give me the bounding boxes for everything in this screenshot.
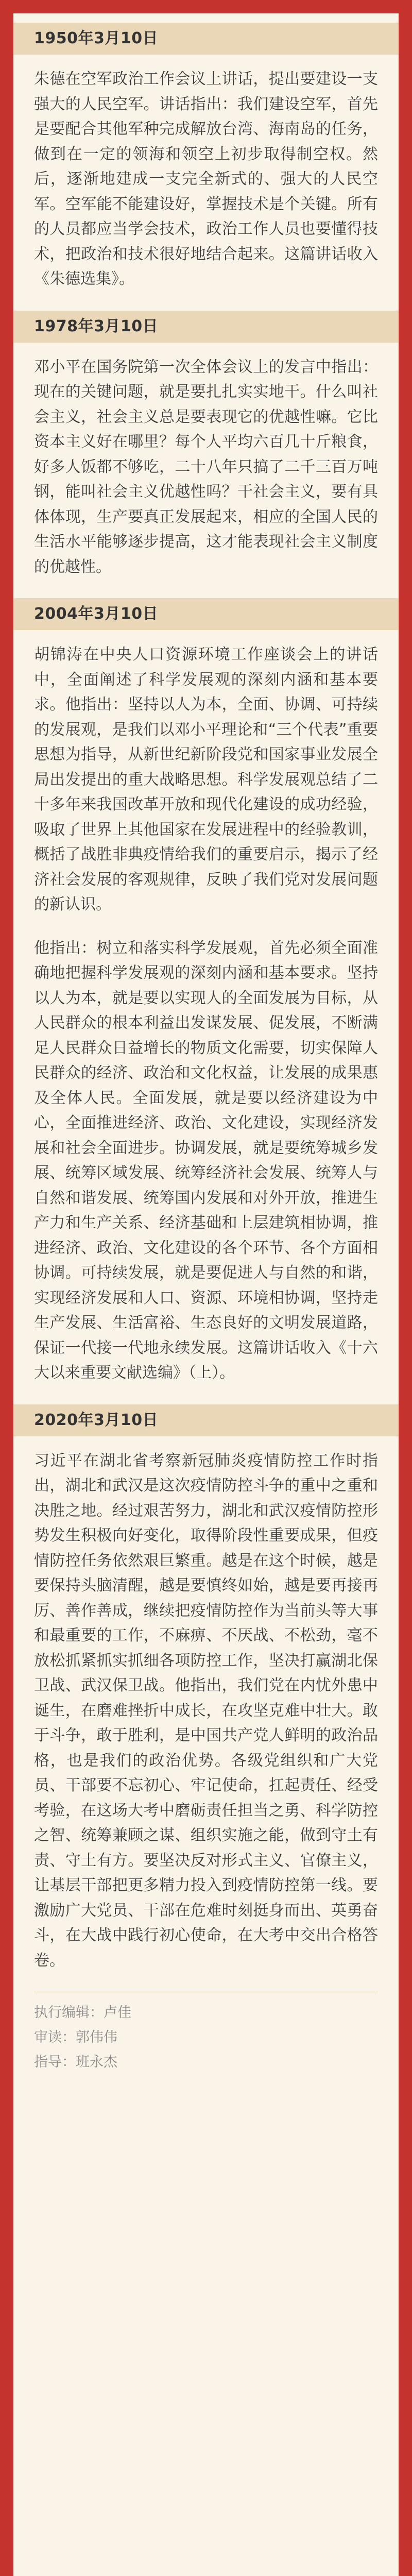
date-heading: 1950年3月10日 [13,23,399,55]
credits-block [34,1992,378,2075]
paragraph: 习近平在湖北省考察新冠肺炎疫情防控工作时指出，湖北和武汉是这次疫情防控斗争的重中之重和决胜之地。经过艰苦努力，湖北和武汉疫情防控形势发生积极向好变化，取得阶段性重要成果，但疫情防控任务依然艰巨繁重。越是在这个时候，越是要保持头脑清醒，越是要慎终如始，越是要再接再厉、善作善成，继续把疫情防控作为当前头等大事和最重要的工作，不麻痹、不厌战、不松劲，毫不放松抓紧抓实抓细各项防控工作，坚决打赢湖北保卫战、武汉保卫战。他指出，我们党在内忧外患中诞生，在磨难挫折中成长，在攻坚克难中壮大。敢于斗争，敢于胜利，是中国共产党人鲜明的政治品格，也是我们的政治优势。各级党组织和广大党员、干部要不忘初心、牢记使命，扛起责任、经受考验，在这场大考中磨砺责任担当之勇、科学防控之智、统筹兼顾之谋、组织实施之能，做到守土有责、守土有方。要坚决反对形式主义、官僚主义，让基层干部把更多精力投入到疫情防控第一线。要激励广大党员、干部在危难时刻挺身而出、英勇奋斗，在大战中践行初心使命，在大考中交出合格答卷。 [34,1451,378,1970]
section-1950 [34,23,378,292]
credit-value: 郭伟伟 [76,2029,117,2045]
top-frame [0,0,412,13]
date-heading: 2004年3月10日 [13,598,399,630]
credit-value: 卢佳 [104,2005,131,2021]
date-heading: 1978年3月10日 [13,311,399,343]
credit-label: 指导： [34,2054,76,2070]
credit-advisor [34,2050,378,2075]
paragraph: 邓小平在国务院第一次全体会议上的发言中指出：现在的关键问题，就是要扎扎实实地干。什么叫社会主义，社会主义总是要表现它的优越性嘛。它比资本主义好在哪里？每个人平均六百几十斤粮食，好多人饭都不够吃，二十八年只搞了二千三百万吨钢，能叫社会主义优越性吗？干社会主义，要有具体体现，生产要真正发展起来，相应的全国人民的生活水平能够逐步提高，这才能表现社会主义制度的优越性。 [34,358,378,576]
paragraph: 他指出：树立和落实科学发展观，首先必须全面准确地把握科学发展观的深刻内涵和基本要求。坚持以人为本，就是要以实现人的全面发展为目标，从人民群众的根本利益出发谋发展、促发展，不断满足人民群众日益增长的物质文化需要，切实保障人民群众的经济、政治和文化权益，让发展的成果惠及全体人民。全面发展，就是要以经济建设为中心，全面推进经济、政治、文化建设，实现经济发展和社会全面进步。协调发展，就是要统筹城乡发展、统筹区域发展、统筹经济社会发展、统筹人与自然和谐发展、统筹国内发展和对外开放，推进生产力和生产关系、经济基础和上层建筑相协调，推进经济、政治、文化建设的各个环节、各个方面相协调。可持续发展，就是要促进人与自然的和谐，实现经济发展和人口、资源、环境相协调，坚持走生产发展、生活富裕、生态良好的文明发展道路，保证一代接一代地永续发展。这篇讲话收入《十六大以来重要文献选编》（上）。 [34,939,378,1382]
paragraph: 胡锦涛在中央人口资源环境工作座谈会上的讲话中，全面阐述了科学发展观的深刻内涵和基本要求。他指出：坚持以人为本，全面、协调、可持续的发展观，是我们以邓小平理论和“三个代表”重要思想为指导，从新世纪新阶段党和国家事业发展全局出发提出的重大战略思想。科学发展观总结了二十多年来我国改革开放和现代化建设的成功经验，吸取了世界上其他国家在发展进程中的经验教训，概括了战胜非典疫情给我们的重要启示，揭示了经济社会发展的客观规律，反映了我们党对发展问题的新认识。 [34,646,378,913]
date-heading: 2020年3月10日 [13,1404,399,1436]
paragraph: 朱德在空军政治工作会议上讲话，提出要建设一支强大的人民空军。讲话指出：我们建设空军，首先是要配合其他军种完成解放台湾、海南岛的任务，做到在一定的领海和领空上初步取得制空权。然后，逐渐地建成一支完全新式的、强大的人民空军。空军能不能建设好，掌握技术是个关键。所有的人员都应当学会技术，政治工作人员也要懂得技术，把政治和技术很好地结合起来。这篇讲话收入《朱德选集》。 [34,70,378,288]
credit-value: 班永杰 [76,2054,117,2070]
section-2020 [34,1404,378,1974]
article-panel [13,13,399,2576]
section-1978 [34,311,378,580]
credit-label: 审读： [34,2029,76,2045]
credit-proofreader [34,2025,378,2050]
section-2004 [34,598,378,1386]
credit-editor [34,2001,378,2025]
credit-label: 执行编辑： [34,2005,104,2021]
